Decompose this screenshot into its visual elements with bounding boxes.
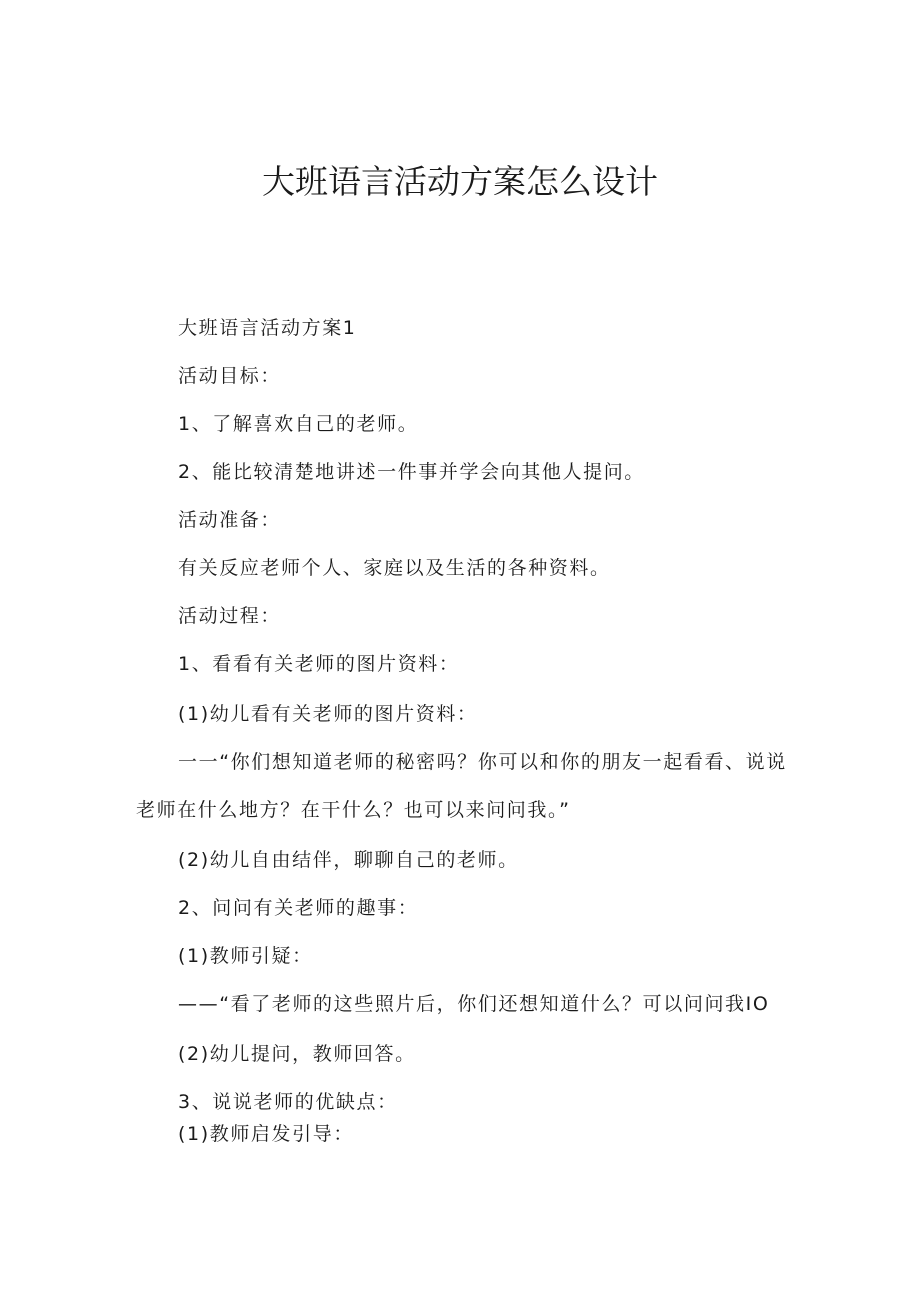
paragraph-line: 2、能比较清楚地讲述一件事并学会向其他人提问。 xyxy=(178,461,645,483)
paragraph-line: 老师在什么地方？在干什么？也可以来问问我。” xyxy=(136,799,571,821)
paragraph-line: 活动过程： xyxy=(178,605,282,627)
paragraph-line: 1、了解喜欢自己的老师。 xyxy=(178,413,419,435)
paragraph-line: 一一“你们想知道老师的秘密吗？你可以和你的朋友一起看看、说说 xyxy=(178,751,787,773)
paragraph-line: 活动准备： xyxy=(178,509,282,531)
paragraph-line: (1)教师启发引导： xyxy=(178,1123,354,1145)
paragraph-line: (1)幼儿看有关老师的图片资料： xyxy=(178,703,478,725)
document-title: 大班语言活动方案怎么设计 xyxy=(262,162,658,201)
paragraph-line: (2)幼儿自由结伴，聊聊自己的老师。 xyxy=(178,849,519,871)
paragraph-line: 3、说说老师的优缺点： xyxy=(178,1091,398,1113)
paragraph-line: ——“看了老师的这些照片后，你们还想知道什么？可以问问我IO xyxy=(178,993,770,1015)
paragraph-line: 有关反应老师个人、家庭以及生活的各种资料。 xyxy=(178,557,611,579)
paragraph-line: (2)幼儿提问，教师回答。 xyxy=(178,1043,416,1065)
paragraph-line: 活动目标： xyxy=(178,365,282,387)
paragraph-line: 1、看看有关老师的图片资料： xyxy=(178,653,460,675)
paragraph-line: 2、问问有关老师的趣事： xyxy=(178,897,419,919)
section-heading: 大班语言活动方案1 xyxy=(178,317,357,339)
paragraph-line: (1)教师引疑： xyxy=(178,945,313,967)
